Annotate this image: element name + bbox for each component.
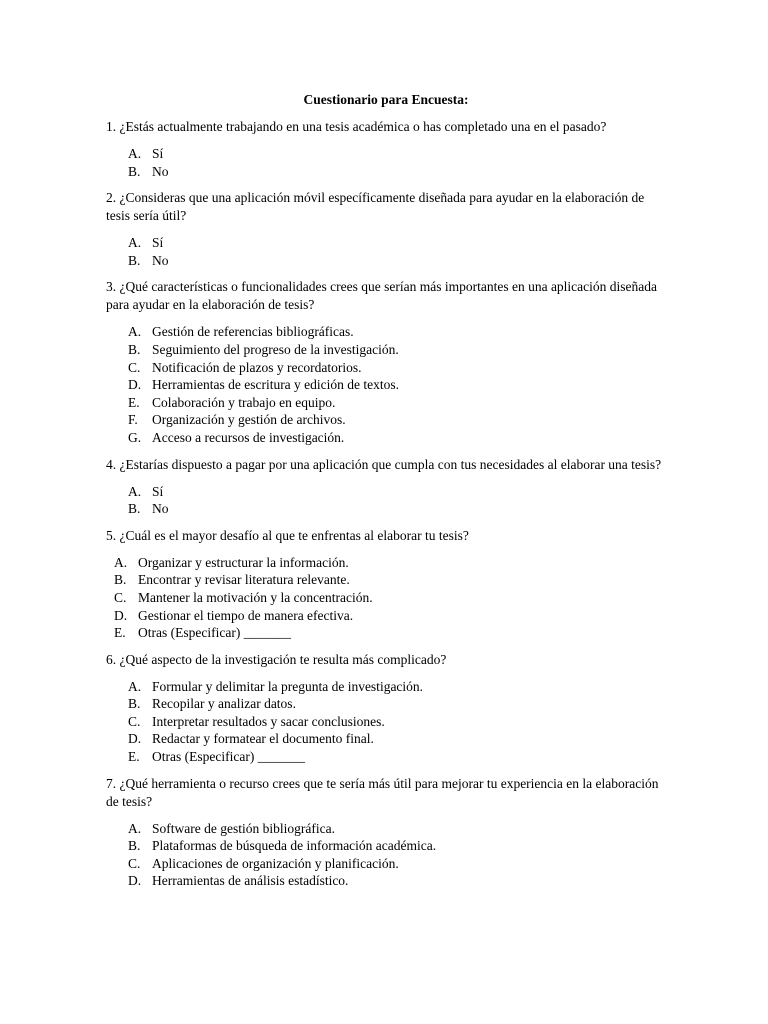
option-item: [106, 145, 666, 163]
option-letter: B.: [128, 252, 141, 268]
option-item: [106, 163, 666, 181]
option-letter: B.: [128, 341, 141, 357]
option-item: [106, 713, 666, 731]
option-item: [106, 323, 666, 341]
option-text: Organización y gestión de archivos.: [152, 412, 346, 428]
question-4: 4. ¿Estarías dispuesto a pagar por una aplicación que cumpla con tus necesidades al elaborar una tesis?: [106, 456, 662, 472]
question-6: 6. ¿Qué aspecto de la investigación te resulta más complicado?: [106, 651, 447, 667]
question-5: 5. ¿Cuál es el mayor desafío al que te enfrentas al elaborar tu tesis?: [106, 527, 469, 543]
option-letter: B.: [114, 572, 127, 588]
option-item: [106, 695, 666, 713]
question-1: 1. ¿Estás actualmente trabajando en una tesis académica o has completado una en el pasado?: [106, 119, 607, 134]
option-text: Seguimiento del progreso de la investigación.: [152, 341, 399, 357]
option-item: [106, 624, 666, 642]
option-text: Sí: [152, 235, 164, 251]
question-7: 7. ¿Qué herramienta o recurso crees que te sería más útil para mejorar tu experiencia en la elaboración de tesis?: [106, 775, 659, 809]
option-letter: C.: [128, 713, 141, 729]
option-letter: A.: [128, 146, 142, 161]
option-text: Software de gestión bibliográfica.: [152, 820, 335, 836]
question-3: 3. ¿Qué características o funcionalidades crees que serían más importantes en una aplicación diseñada para ayudar en la elaboración de tesis?: [106, 279, 658, 313]
option-text: Encontrar y revisar literatura relevante.: [138, 572, 350, 588]
option-text: Plataformas de búsqueda de información académica.: [152, 838, 437, 854]
option-text: No: [152, 163, 169, 179]
option-letter: C.: [128, 359, 141, 375]
option-text: No: [152, 501, 169, 517]
option-letter: A.: [128, 483, 142, 499]
survey-document: [106, 91, 666, 899]
option-item: [106, 837, 666, 855]
option-letter: B.: [128, 696, 141, 712]
option-letter: D.: [114, 607, 128, 623]
option-text: Sí: [152, 146, 164, 161]
option-letter: A.: [128, 678, 142, 694]
option-letter: A.: [128, 235, 142, 251]
question-4-options: [106, 483, 666, 518]
option-letter: D.: [128, 377, 142, 393]
option-text: Acceso a recursos de investigación.: [152, 429, 345, 445]
option-letter: A.: [128, 324, 142, 340]
option-text: Gestión de referencias bibliográficas.: [152, 324, 354, 340]
option-letter: C.: [128, 855, 141, 871]
option-letter: B.: [128, 501, 141, 517]
question-7-options: [106, 820, 666, 890]
question-2-options: [106, 234, 666, 269]
option-text: Otras (Especificar) _______: [138, 625, 291, 641]
option-item: [106, 571, 666, 589]
option-letter: A.: [128, 820, 142, 836]
option-item: [106, 359, 666, 377]
option-letter: E.: [128, 749, 140, 765]
option-letter: G.: [128, 429, 142, 445]
option-item: [106, 820, 666, 838]
option-item: [106, 234, 666, 252]
option-letter: B.: [128, 838, 141, 854]
option-item: [106, 483, 666, 501]
option-text: Herramientas de análisis estadístico.: [152, 873, 349, 889]
option-text: Recopilar y analizar datos.: [152, 696, 296, 712]
question-6-options: [106, 678, 666, 766]
option-text: Formular y delimitar la pregunta de investigación.: [152, 678, 424, 694]
option-item: [106, 607, 666, 625]
option-item: [106, 252, 666, 270]
question-1-options: [106, 145, 666, 180]
option-letter: E.: [128, 394, 140, 410]
option-item: [106, 394, 666, 412]
question-5-options: [106, 554, 666, 642]
option-item: [106, 678, 666, 696]
option-item: [106, 411, 666, 429]
option-letter: A.: [114, 554, 128, 570]
option-item: [106, 429, 666, 447]
option-item: [106, 500, 666, 518]
option-text: Aplicaciones de organización y planificación.: [152, 855, 399, 871]
option-text: Mantener la motivación y la concentración.: [138, 589, 373, 605]
option-item: [106, 872, 666, 890]
question-3-options: [106, 323, 666, 446]
option-item: [106, 341, 666, 359]
option-text: Redactar y formatear el documento final.: [152, 731, 374, 747]
option-text: Sí: [152, 483, 164, 499]
option-letter: E.: [114, 625, 126, 641]
option-text: Herramientas de escritura y edición de textos.: [152, 377, 400, 393]
option-item: [106, 589, 666, 607]
option-item: [106, 554, 666, 572]
option-text: No: [152, 252, 169, 268]
option-letter: D.: [128, 731, 142, 747]
option-text: Gestionar el tiempo de manera efectiva.: [138, 607, 354, 623]
option-text: Organizar y estructurar la información.: [138, 554, 349, 570]
option-text: Interpretar resultados y sacar conclusiones.: [152, 713, 385, 729]
option-letter: F.: [128, 412, 138, 428]
question-2: 2. ¿Consideras que una aplicación móvil específicamente diseñada para ayudar en la elaboración de tesis sería útil?: [106, 190, 645, 224]
option-letter: B.: [128, 163, 141, 179]
option-text: Colaboración y trabajo en equipo.: [152, 394, 336, 410]
option-text: Otras (Especificar) _______: [152, 749, 305, 765]
option-item: [106, 730, 666, 748]
option-item: [106, 748, 666, 766]
option-item: [106, 855, 666, 873]
option-letter: D.: [128, 873, 142, 889]
option-item: [106, 376, 666, 394]
page-title: Cuestionario para Encuesta:: [303, 92, 469, 107]
option-letter: C.: [114, 589, 127, 605]
option-text: Notificación de plazos y recordatorios.: [152, 359, 362, 375]
